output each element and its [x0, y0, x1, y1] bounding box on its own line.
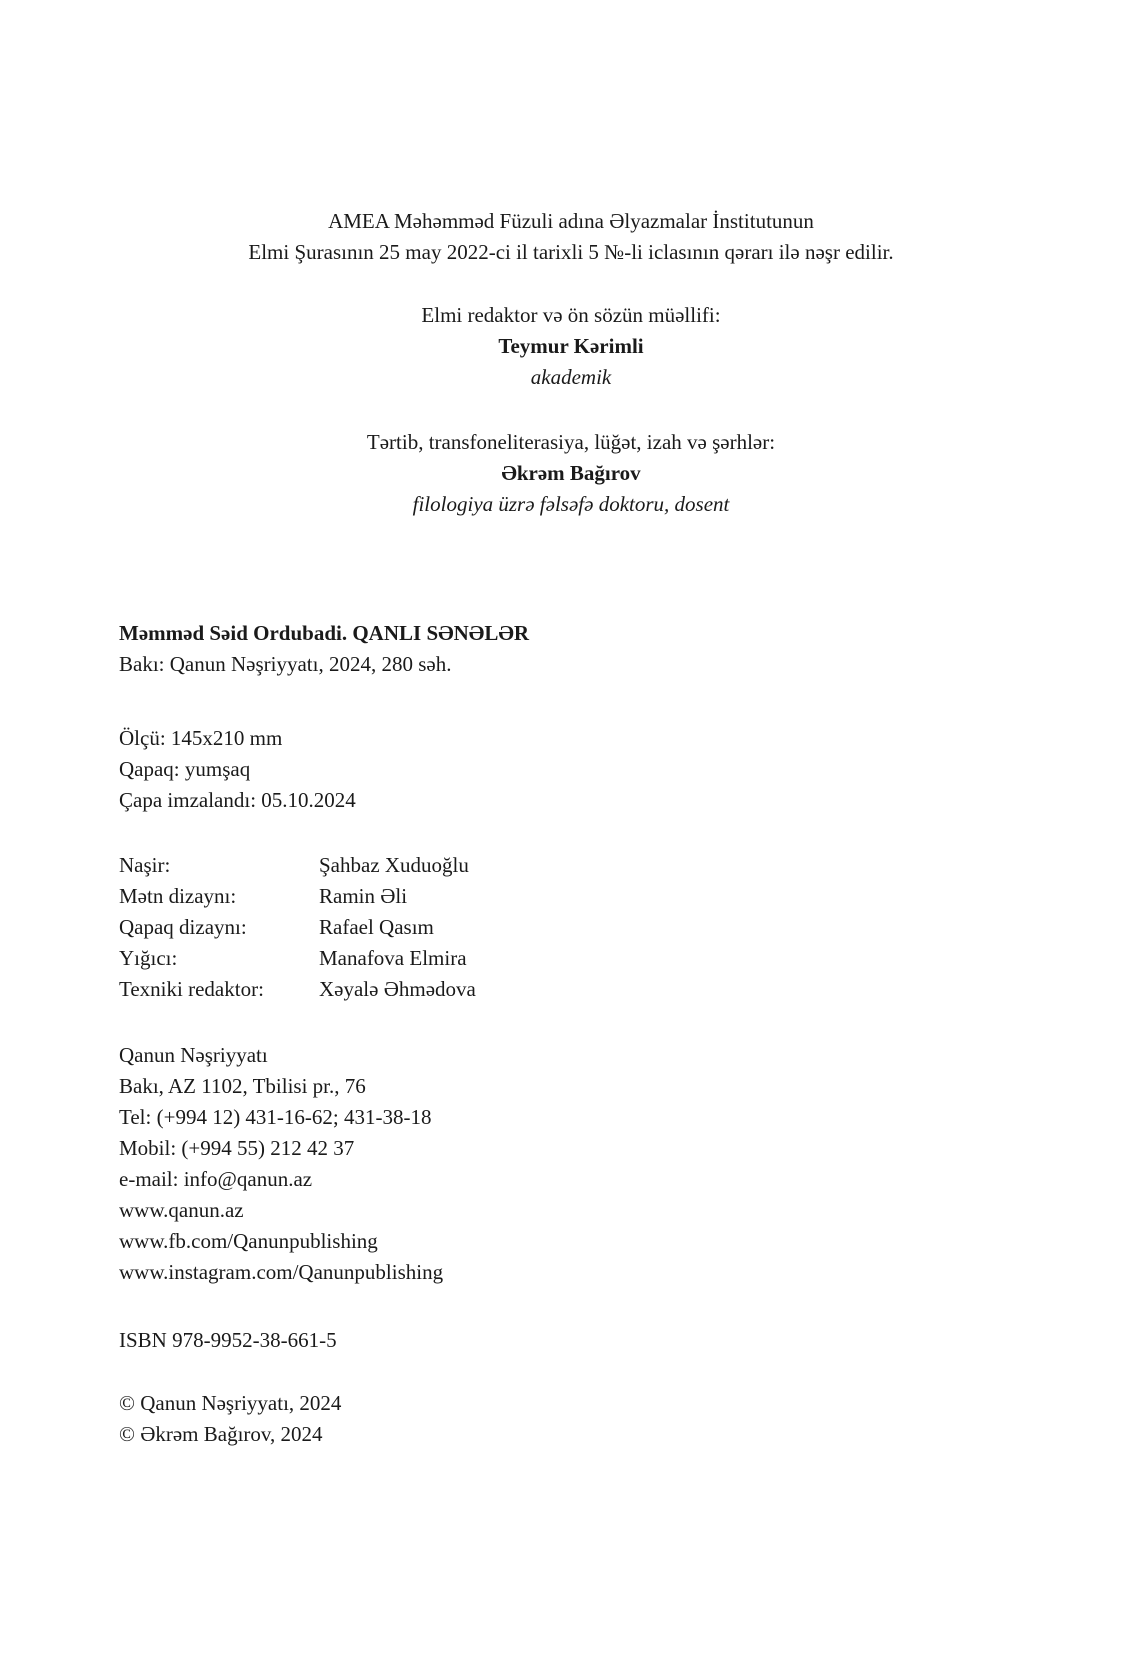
- book-imprint: Bakı: Qanun Nəşriyyatı, 2024, 280 səh.: [119, 652, 452, 676]
- credit-role: Mətn dizaynı:: [119, 884, 237, 908]
- compiler-block: [0, 427, 1142, 520]
- credit-name: Manafova Elmira: [319, 946, 467, 970]
- isbn-number: ISBN 978-9952-38-661-5: [119, 1328, 337, 1352]
- credits-list: [119, 850, 1019, 1005]
- credit-name: Xəyalə Əhmədova: [319, 977, 476, 1001]
- editor-role: Elmi redaktor və ön sözün müəllifi:: [421, 303, 721, 327]
- print-specs: [119, 723, 1019, 816]
- publisher-tel: Tel: (+994 12) 431-16-62; 431-38-18: [119, 1105, 432, 1129]
- spec-size: Ölçü: 145x210 mm: [119, 726, 283, 750]
- credit-role: Texniki redaktor:: [119, 977, 264, 1001]
- credit-name: Şahbaz Xuduoğlu: [319, 853, 469, 877]
- publisher-facebook: www.fb.com/Qanunpublishing: [119, 1229, 378, 1253]
- credit-role: Yığıcı:: [119, 946, 178, 970]
- approval-line-2: Elmi Şurasının 25 may 2022-ci il tarixli 5 №-li iclasının qərarı ilə nəşr edilir.: [248, 240, 894, 264]
- credit-row: [119, 974, 1019, 1005]
- copyright-author: © Əkrəm Bağırov, 2024: [119, 1422, 323, 1446]
- approval-notice: [0, 206, 1142, 268]
- publisher-website: www.qanun.az: [119, 1198, 244, 1222]
- credit-row: [119, 943, 1019, 974]
- copyright-block: [119, 1388, 1019, 1450]
- compiler-title: filologiya üzrə fəlsəfə doktoru, dosent: [412, 492, 730, 516]
- publisher-instagram: www.instagram.com/Qanunpublishing: [119, 1260, 444, 1284]
- credit-name: Ramin Əli: [319, 884, 408, 908]
- editor-title: akademik: [530, 365, 612, 389]
- publisher-mobile: Mobil: (+994 55) 212 42 37: [119, 1136, 355, 1160]
- compiler-role: Tərtib, transfoneliterasiya, lüğət, izah və şərhlər:: [366, 430, 776, 454]
- compiler-name: Əkrəm Bağırov: [501, 461, 641, 485]
- credit-role: Qapaq dizaynı:: [119, 915, 247, 939]
- credit-row: [119, 912, 1019, 943]
- credit-row: [119, 881, 1019, 912]
- book-title: Məmməd Səid Ordubadi. QANLI SƏNƏLƏR: [119, 621, 530, 645]
- publisher-address: Bakı, AZ 1102, Tbilisi pr., 76: [119, 1074, 366, 1098]
- scientific-editor-block: [0, 300, 1142, 393]
- spec-cover: Qapaq: yumşaq: [119, 757, 251, 781]
- credit-role: Naşir:: [119, 853, 171, 877]
- publisher-contacts: [119, 1040, 1019, 1288]
- isbn: [119, 1325, 1019, 1356]
- copyright-publisher: © Qanun Nəşriyyatı, 2024: [119, 1391, 342, 1415]
- book-info: [119, 618, 1019, 680]
- credit-name: Rafael Qasım: [319, 915, 434, 939]
- credit-row: [119, 850, 1019, 881]
- publisher-name: Qanun Nəşriyyatı: [119, 1043, 268, 1067]
- editor-name: Teymur Kərimli: [498, 334, 644, 358]
- spec-signed: Çapa imzalandı: 05.10.2024: [119, 788, 356, 812]
- publisher-email: e-mail: info@qanun.az: [119, 1167, 313, 1191]
- approval-line-1: AMEA Məhəmməd Füzuli adına Əlyazmalar İnstitutunun: [328, 209, 814, 233]
